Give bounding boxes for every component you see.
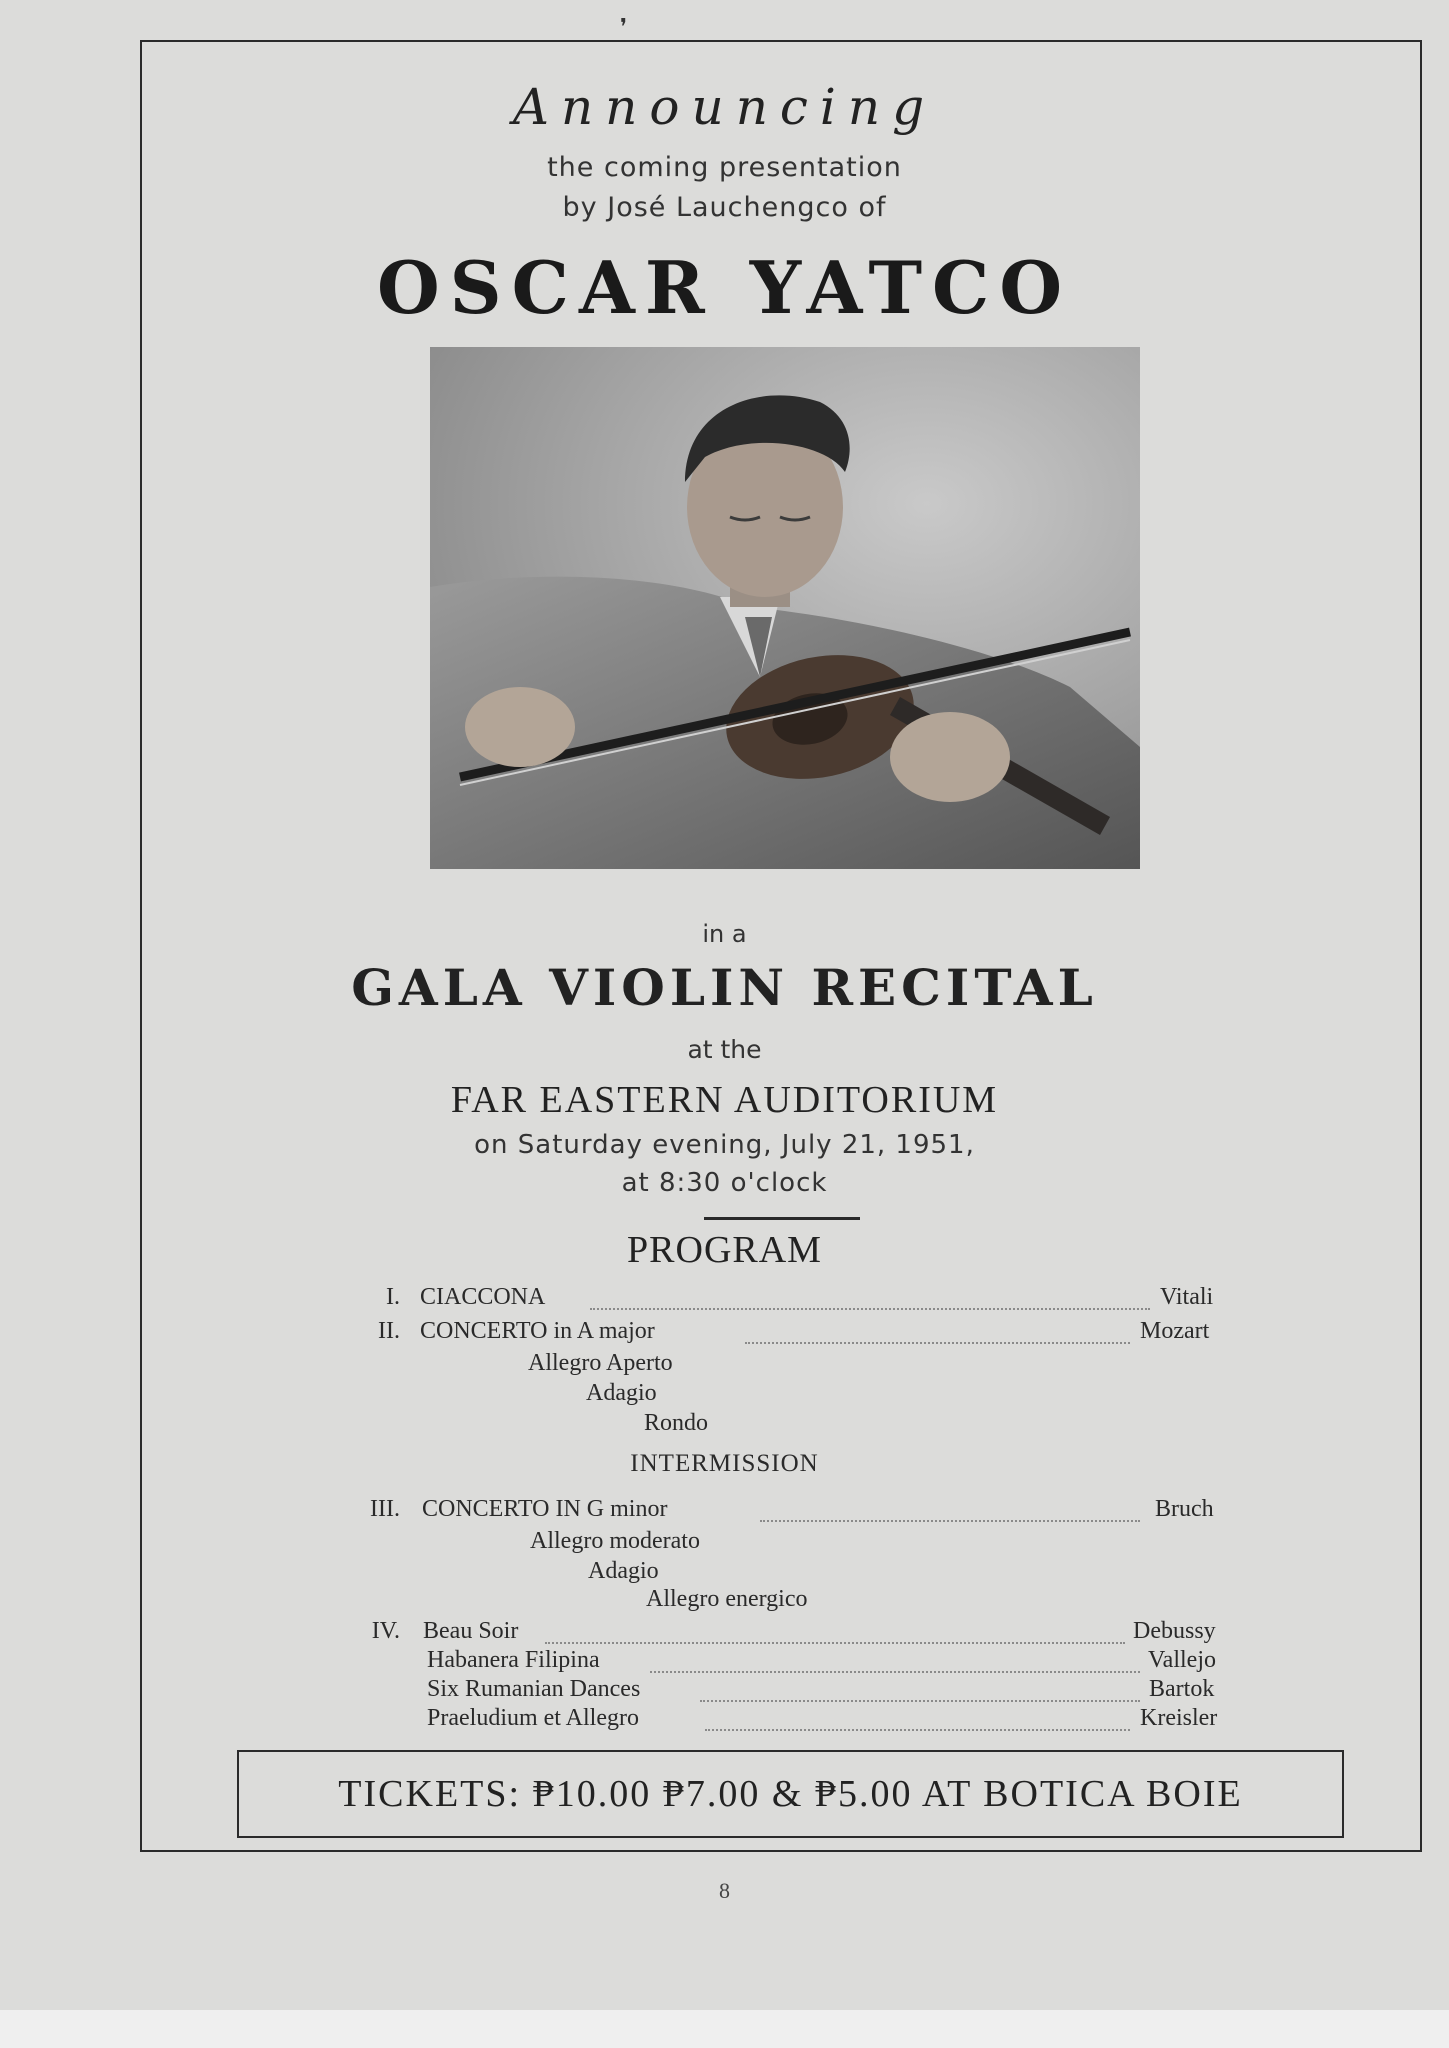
movement: Allegro energico [646,1586,808,1612]
program-item [0,1318,1449,1348]
program-composer: Bartok [1149,1676,1215,1702]
staple-mark-icon: ❜ [620,14,628,39]
scan-edge [0,2010,1449,2048]
program-number: II. [378,1318,400,1344]
leader-dots [650,1667,1140,1673]
leader-dots [705,1725,1130,1731]
program-item [0,1284,1449,1314]
leader-dots [760,1516,1140,1522]
venue-name: FAR EASTERN AUDITORIUM [450,1079,999,1121]
at-the-text: at the [687,1035,762,1064]
intermission-label: INTERMISSION [630,1450,819,1477]
event-date: on Saturday evening, July 21, 1951, [474,1130,975,1160]
movement: Adagio [588,1558,659,1584]
program-composer: Kreisler [1140,1705,1218,1731]
program-title: CIACCONA [420,1284,546,1310]
program-item [0,1496,1449,1526]
program-title: Beau Soir [423,1618,519,1644]
presenter-line: by José Lauchengco of [562,192,887,223]
performer-name: OSCAR YATCO [376,245,1073,330]
presentation-line: the coming presentation [547,152,902,183]
program-number: III. [370,1496,400,1522]
program-title: CONCERTO in A major [420,1318,655,1344]
program-title: CONCERTO IN G minor [422,1496,668,1522]
movement: Allegro Aperto [528,1350,673,1376]
page-number: 8 [719,1878,730,1903]
leader-dots [700,1696,1140,1702]
violinist-photo-icon [430,347,1140,869]
tickets-box: TICKETS: ₱10.00 ₱7.00 & ₱5.00 AT BOTICA BOIE [237,1750,1344,1838]
program-number: I. [386,1284,400,1310]
program-item [0,1676,1449,1706]
program-heading: PROGRAM [627,1229,822,1271]
movement: Allegro moderato [530,1528,700,1554]
program-composer: Mozart [1140,1318,1210,1344]
program-composer: Vallejo [1148,1647,1216,1673]
in-a-text: in a [702,920,747,948]
movement: Adagio [586,1380,657,1406]
program-composer: Vitali [1160,1284,1214,1310]
recital-title: GALA VIOLIN RECITAL [351,958,1098,1017]
program-item [0,1618,1449,1648]
announcing-heading: Announcing [512,78,937,136]
program-item [0,1647,1449,1677]
program-title: Praeludium et Allegro [427,1705,639,1731]
program-composer: Bruch [1155,1496,1214,1522]
leader-dots [745,1338,1130,1344]
program-number: IV. [371,1618,400,1644]
movement: Rondo [644,1410,709,1436]
leader-dots [545,1638,1125,1644]
leader-dots [590,1304,1150,1310]
program-title: Habanera Filipina [427,1647,600,1673]
program-composer: Debussy [1133,1618,1216,1644]
divider [704,1217,860,1220]
event-time: at 8:30 o'clock [621,1168,828,1198]
program-title: Six Rumanian Dances [427,1676,641,1702]
program-item [0,1705,1449,1735]
